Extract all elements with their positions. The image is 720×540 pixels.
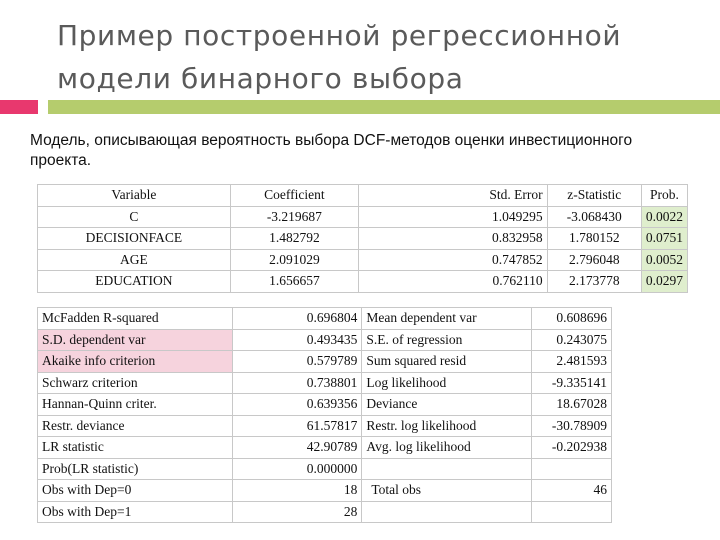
coefficient-cell: 1.482792	[230, 228, 358, 250]
table-row	[38, 372, 612, 394]
stat-label-cell: Deviance	[362, 394, 532, 416]
coefficient-cell: 1.656657	[230, 271, 358, 293]
header-variable: Variable	[38, 185, 231, 207]
stat-label-cell: S.E. of regression	[362, 329, 532, 351]
stat-value-cell: 46	[532, 480, 612, 502]
coefficients-table	[37, 184, 688, 293]
stat-label-cell: S.D. dependent var	[38, 329, 233, 351]
stat-label-cell: Restr. log likelihood	[362, 415, 532, 437]
stat-value-cell: -9.335141	[532, 372, 612, 394]
slide-subtitle: Модель, описывающая вероятность выбора DCF-методов оценки инвестиционного проекта.	[30, 132, 633, 169]
stat-label-cell: Log likelihood	[362, 372, 532, 394]
stat-label-cell: Total obs	[362, 480, 532, 502]
table-row	[38, 394, 612, 416]
stat-label-cell: Restr. deviance	[38, 415, 233, 437]
table-row	[38, 308, 612, 330]
z-statistic-cell: 1.780152	[547, 228, 641, 250]
stat-value-cell: 0.608696	[532, 308, 612, 330]
stat-value-cell: 61.57817	[232, 415, 362, 437]
std-error-cell: 0.832958	[359, 228, 548, 250]
prob-cell: 0.0052	[641, 249, 687, 271]
stat-value-cell: 0.696804	[232, 308, 362, 330]
table-row	[38, 329, 612, 351]
table-row	[38, 458, 612, 480]
stat-value-cell: 0.493435	[232, 329, 362, 351]
coefficient-cell: 2.091029	[230, 249, 358, 271]
stat-value-cell: 0.579789	[232, 351, 362, 373]
statistics-table	[37, 307, 612, 523]
table-row	[38, 415, 612, 437]
stat-label-cell: Sum squared resid	[362, 351, 532, 373]
table-row	[38, 501, 612, 523]
stat-label-cell: Akaike info criterion	[38, 351, 233, 373]
stat-value-cell: 42.90789	[232, 437, 362, 459]
std-error-cell: 0.762110	[359, 271, 548, 293]
stat-value-cell: 2.481593	[532, 351, 612, 373]
table-row	[38, 249, 688, 271]
header-prob: Prob.	[641, 185, 687, 207]
table-row	[38, 228, 688, 250]
stat-label-cell: Obs with Dep=1	[38, 501, 233, 523]
table-row	[38, 480, 612, 502]
stat-label-cell: Schwarz criterion	[38, 372, 233, 394]
stat-value-cell	[532, 458, 612, 480]
header-z-statistic: z-Statistic	[547, 185, 641, 207]
std-error-cell: 1.049295	[359, 206, 548, 228]
coefficients-header-row	[38, 185, 688, 207]
stat-label-cell	[362, 501, 532, 523]
stat-value-cell: 0.000000	[232, 458, 362, 480]
header-coefficient: Coefficient	[230, 185, 358, 207]
stat-value-cell: 0.738801	[232, 372, 362, 394]
variable-cell: C	[38, 206, 231, 228]
stat-value-cell: 18	[232, 480, 362, 502]
table-row	[38, 271, 688, 293]
table-row	[38, 206, 688, 228]
stat-value-cell: 0.243075	[532, 329, 612, 351]
z-statistic-cell: 2.796048	[547, 249, 641, 271]
slide-title: Пример построенной регрессионной модели бинарного выбора	[57, 19, 622, 95]
stat-value-cell: -0.202938	[532, 437, 612, 459]
title-underline-bar	[48, 100, 720, 114]
variable-cell: AGE	[38, 249, 231, 271]
stat-label-cell: Hannan-Quinn criter.	[38, 394, 233, 416]
stat-label-cell: Prob(LR statistic)	[38, 458, 233, 480]
stat-label-cell	[362, 458, 532, 480]
prob-cell: 0.0022	[641, 206, 687, 228]
table-row	[38, 437, 612, 459]
stat-value-cell: 18.67028	[532, 394, 612, 416]
variable-cell: EDUCATION	[38, 271, 231, 293]
stat-label-cell: McFadden R-squared	[38, 308, 233, 330]
coefficient-cell: -3.219687	[230, 206, 358, 228]
stat-value-cell	[532, 501, 612, 523]
title-accent-bar	[0, 100, 38, 114]
prob-cell: 0.0751	[641, 228, 687, 250]
std-error-cell: 0.747852	[359, 249, 548, 271]
header-std-error: Std. Error	[359, 185, 548, 207]
prob-cell: 0.0297	[641, 271, 687, 293]
stat-value-cell: -30.78909	[532, 415, 612, 437]
table-row	[38, 351, 612, 373]
z-statistic-cell: -3.068430	[547, 206, 641, 228]
z-statistic-cell: 2.173778	[547, 271, 641, 293]
stat-value-cell: 0.639356	[232, 394, 362, 416]
stat-label-cell: Mean dependent var	[362, 308, 532, 330]
stat-label-cell: Obs with Dep=0	[38, 480, 233, 502]
stat-label-cell: LR statistic	[38, 437, 233, 459]
stat-value-cell: 28	[232, 501, 362, 523]
variable-cell: DECISIONFACE	[38, 228, 231, 250]
stat-label-cell: Avg. log likelihood	[362, 437, 532, 459]
